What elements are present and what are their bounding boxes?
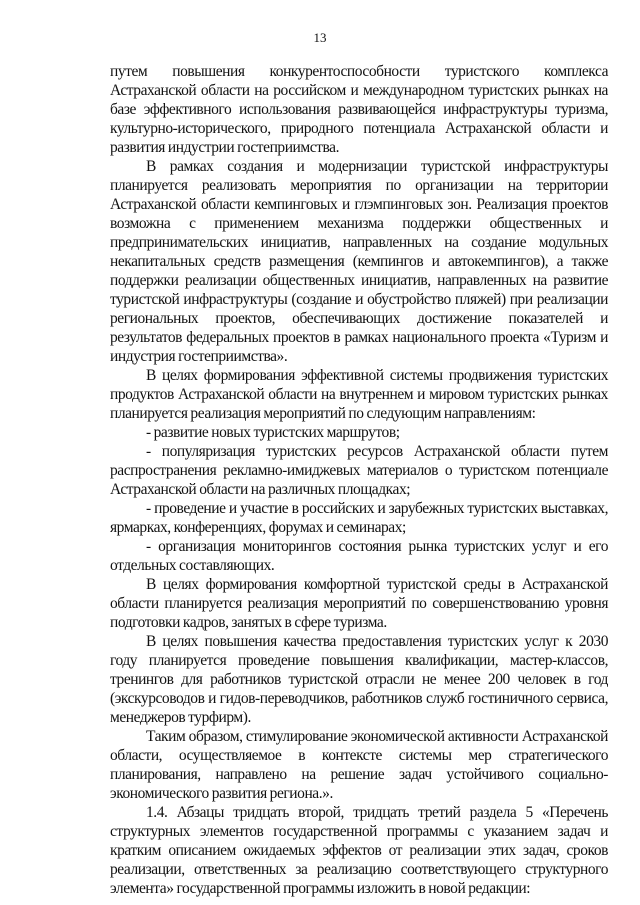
document-body [110,62,608,898]
paragraph-conclusion: Таким образом, стимулирование экономической активности Астраханской области, осуществляемое в контексте системы мер стратегического планирования, направлено на решение задач устойчивого социально-экономического развития региона.». [110,728,608,802]
paragraph-promotion-system: В целях формирования эффективной системы продвижения туристских продуктов Астраханской области на внутреннем и мировом туристских рынках планируется реализация мероприятий по следующим направлениям: [110,367,608,422]
paragraph-amendment-1-4: 1.4. Абзацы тридцать второй, тридцать третий раздела 5 «Перечень структурных элементов государственной программы с указанием задач и кратким описанием ожидаемых эффектов от реализации этих задач, сроков реализации, ответственных за реализацию соответствующего структурного элемента» государственной программы изложить в новой редакции: [110,804,608,897]
paragraph-continuation: путем повышения конкурентоспособности туристского комплекса Астраханской области на российском и международном туристских рынках на базе эффективного использования развивающейся инфраструктуры туризма, культурно-исторического, природного потенциала Астраханской области и развития индустрии гостеприимства. [110,63,608,156]
list-item-market-monitoring: - организация мониторингов состояния рынка туристских услуг и его отдельных составляющих. [110,538,608,574]
list-item-exhibitions: - проведение и участие в российских и зарубежных туристских выставках, ярмарках, конференциях, форумах и семинарах; [110,500,608,536]
paragraph-tourist-infrastructure: В рамках создания и модернизации туристской инфраструктуры планируется реализовать мероприятия по организации на территории Астраханской области кемпинговых и глэмпинговых зон. Реализация проектов возможна с применением механизма поддержки общественных и предпринимательских инициатив, направленных на создание модульных некапитальных средств размещения (кемпингов и автокемпингов), а также поддержки реализации общественных инициатив, направленных на развитие туристской инфраструктуры (создание и обустройство пляжей) при реализации региональных проектов, обеспечивающих достижение показателей и результатов федеральных проектов в рамках национального проекта «Туризм и индустрия гостеприимства». [110,158,608,365]
paragraph-service-quality: В целях повышения качества предоставления туристских услуг к 2030 году планируется проведение повышения квалификации, мастер-классов, тренингов для работников туристской отрасли не менее 200 человек в год (экскурсоводов и гидов-переводчиков, работников служб гостиничного сервиса, менеджеров турфирм). [110,633,608,726]
page-number: 13 [313,30,327,45]
list-item-popularization: - популяризация туристских ресурсов Астраханской области путем распространения рекламно-имиджевых материалов о туристском потенциале Астраханской области на различных площадках; [110,443,608,498]
list-item-new-routes: - развитие новых туристских маршрутов; [146,424,400,441]
paragraph-comfortable-environment: В целях формирования комфортной туристской среды в Астраханской области планируется реализация мероприятий по совершенствованию уровня подготовки кадров, занятых в сфере туризма. [110,576,608,631]
